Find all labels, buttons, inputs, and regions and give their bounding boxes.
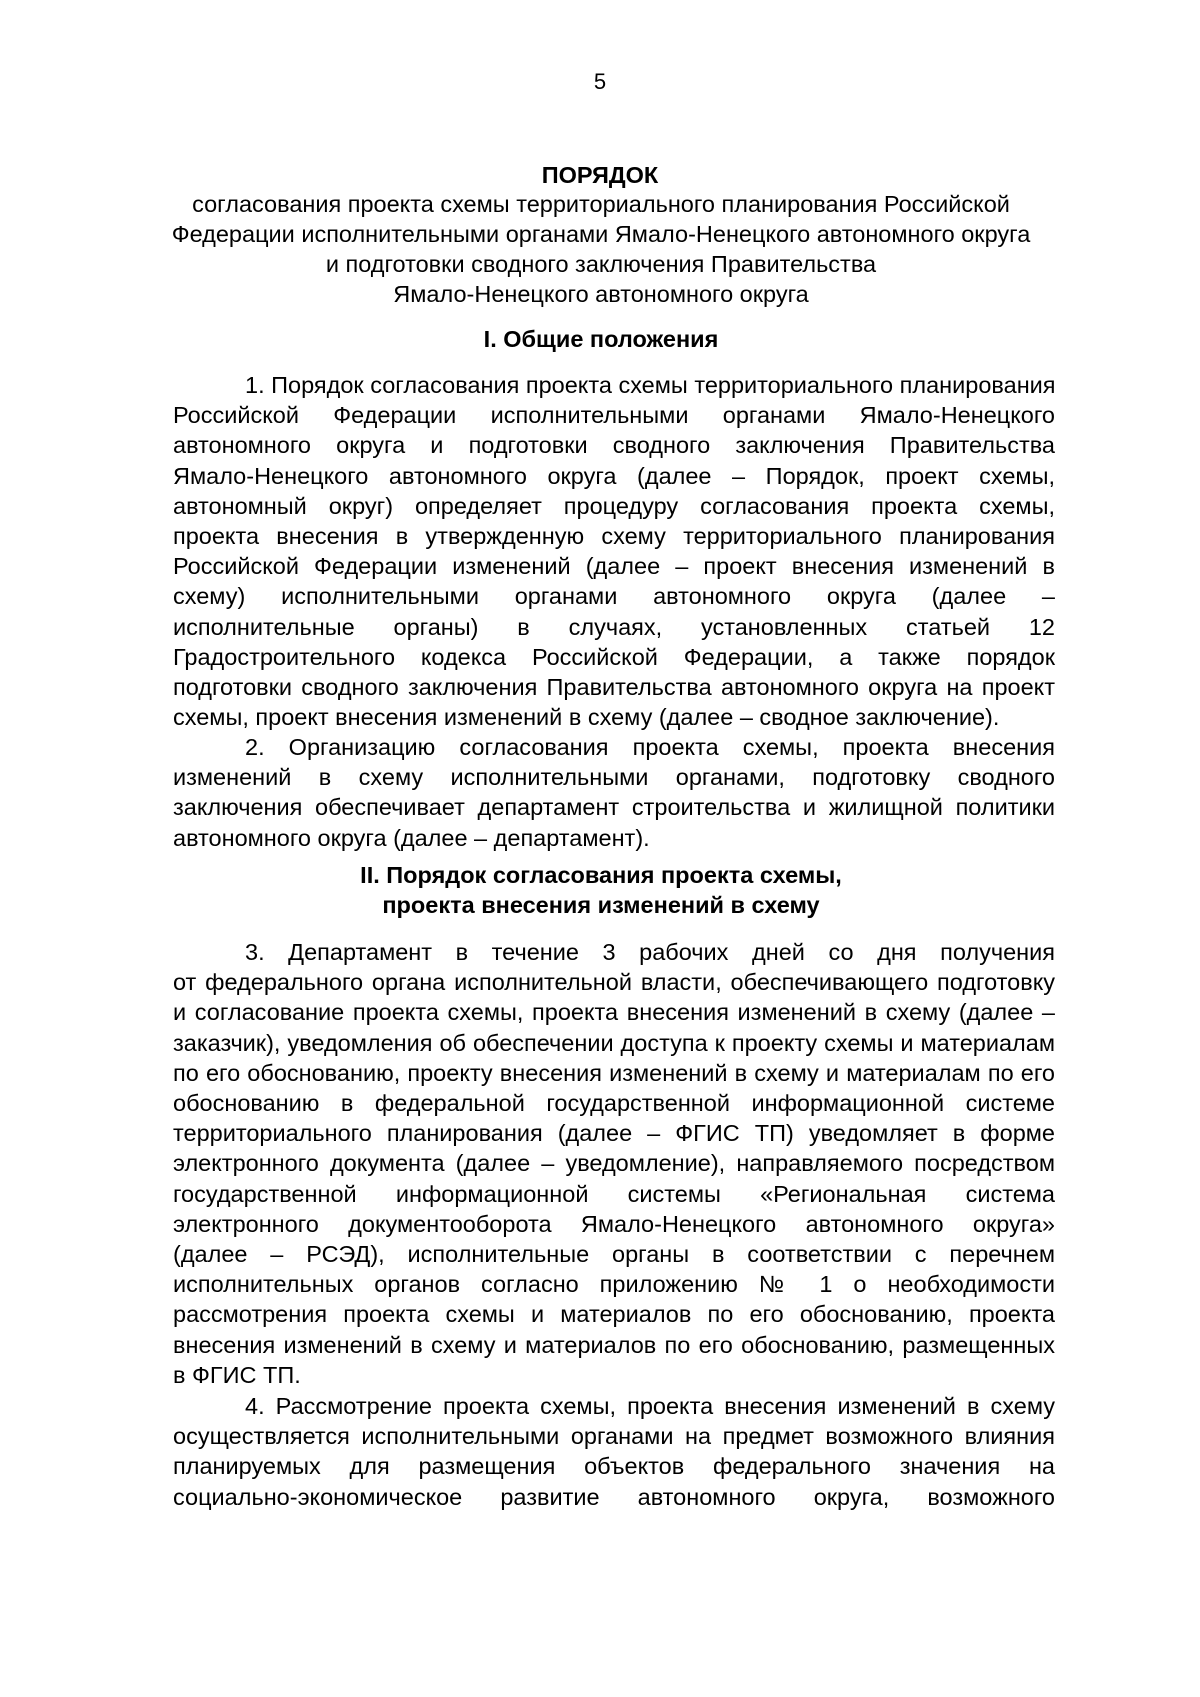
page-number: 5 bbox=[593, 69, 607, 94]
paragraph-line: 1. Порядок согласования проекта схемы территориального планирования bbox=[245, 372, 1056, 398]
section-heading-line: II. Порядок согласования проекта схемы, bbox=[360, 862, 842, 888]
paragraph-line: электронного документа (далее – уведомление), направляемого посредством bbox=[173, 1150, 1055, 1177]
paragraph-line: исполнительных органов согласно приложению № 1 о необходимости bbox=[173, 1271, 1055, 1298]
section-heading-line: I. Общие положения bbox=[483, 326, 719, 352]
paragraph-2 bbox=[173, 732, 1055, 853]
paragraph-1 bbox=[173, 370, 1055, 732]
paragraph-line: схему) исполнительными органами автономного округа (далее – bbox=[173, 583, 1055, 610]
paragraph-line: заключения обеспечивает департамент строительства и жилищной политики bbox=[173, 794, 1055, 821]
paragraph-line: 2. Организацию согласования проекта схемы, проекта внесения bbox=[245, 734, 1055, 760]
section-heading-line: проекта внесения изменений в схему bbox=[382, 892, 820, 918]
paragraph-line: социально-экономическое развитие автономного округа, возможного bbox=[173, 1483, 1055, 1510]
paragraph-line: электронного документооборота Ямало-Ненецкого автономного округа» bbox=[173, 1210, 1055, 1237]
paragraph-line: и согласование проекта схемы, проекта внесения изменений в схему (далее – bbox=[173, 999, 1055, 1026]
paragraph-line: внесения изменений в схему и материалов по его обоснованию, размещенных bbox=[173, 1331, 1055, 1358]
section-heading-general bbox=[160, 324, 1042, 354]
paragraph-line: 4. Рассмотрение проекта схемы, проекта внесения изменений в схему bbox=[245, 1393, 1055, 1419]
paragraph-4 bbox=[173, 1391, 1055, 1512]
paragraph-line: территориального планирования (далее – ФГИС ТП) уведомляет в форме bbox=[173, 1120, 1055, 1147]
paragraph-line: обоснованию в федеральной государственной информационной системе bbox=[173, 1090, 1055, 1117]
paragraph-line: 3. Департамент в течение 3 рабочих дней со дня получения bbox=[245, 939, 1055, 965]
paragraph-line: изменений в схему исполнительными органами, подготовку сводного bbox=[173, 764, 1055, 791]
paragraph-line: по его обоснованию, проекту внесения изменений в схему и материалам по его bbox=[173, 1059, 1055, 1086]
paragraph-line: осуществляется исполнительными органами на предмет возможного влияния bbox=[173, 1423, 1055, 1450]
paragraph-line: автономного округа (далее – департамент). bbox=[173, 824, 650, 851]
paragraph-line: проекта внесения в утвержденную схему территориального планирования bbox=[173, 523, 1055, 550]
paragraph-line: рассмотрения проекта схемы и материалов по его обоснованию, проекта bbox=[173, 1301, 1055, 1328]
paragraph-line: автономного округа и подготовки сводного заключения Правительства bbox=[173, 432, 1055, 459]
subtitle-line: Ямало-Ненецкого автономного округа bbox=[393, 281, 809, 307]
paragraph-line: Российской Федерации изменений (далее – проект внесения изменений в bbox=[173, 553, 1055, 580]
subtitle-line: согласования проекта схемы территориального планирования Российской bbox=[192, 191, 1010, 217]
paragraph-line: (далее – РСЭД), исполнительные органы в соответствии с перечнем bbox=[173, 1241, 1055, 1268]
paragraph-line: планируемых для размещения объектов федерального значения на bbox=[173, 1453, 1055, 1480]
document-subtitle bbox=[160, 189, 1042, 309]
document-title: ПОРЯДОК bbox=[541, 162, 659, 188]
paragraph-line: автономный округ) определяет процедуру согласования проекта схемы, bbox=[173, 492, 1055, 519]
subtitle-line: Федерации исполнительными органами Ямало-Ненецкого автономного округа bbox=[171, 221, 1031, 247]
paragraph-line: Градостроительного кодекса Российской Федерации, а также порядок bbox=[173, 643, 1055, 670]
paragraph-line: исполнительные органы) в случаях, установленных статьей 12 bbox=[173, 613, 1055, 640]
paragraph-line: заказчик), уведомления об обеспечении доступа к проекту схемы и материалам bbox=[173, 1029, 1055, 1056]
paragraph-line: государственной информационной системы «Региональная система bbox=[173, 1180, 1055, 1207]
paragraph-line: от федерального органа исполнительной власти, обеспечивающего подготовку bbox=[173, 969, 1055, 996]
section-heading-procedure bbox=[160, 860, 1042, 920]
paragraph-3 bbox=[173, 937, 1055, 1390]
paragraph-line: Российской Федерации исполнительными органами Ямало-Ненецкого bbox=[173, 402, 1055, 429]
paragraph-line: в ФГИС ТП. bbox=[173, 1361, 301, 1388]
paragraph-line: схемы, проект внесения изменений в схему (далее – сводное заключение). bbox=[173, 704, 1000, 731]
paragraph-line: подготовки сводного заключения Правительства автономного округа на проект bbox=[173, 674, 1055, 701]
subtitle-line: и подготовки сводного заключения Правительства bbox=[325, 251, 877, 277]
paragraph-line: Ямало-Ненецкого автономного округа (далее – Порядок, проект схемы, bbox=[173, 462, 1055, 489]
